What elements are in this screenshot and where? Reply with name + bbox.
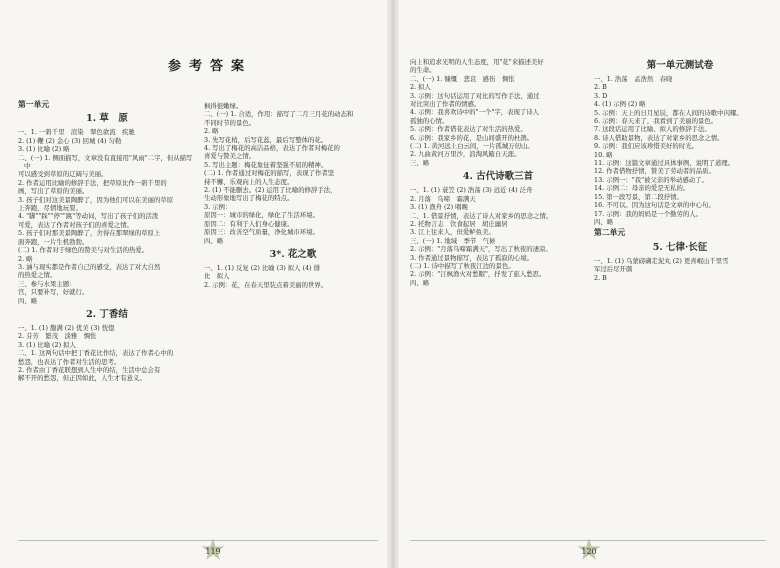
answer-line: 一、1. (1) 蓑笠 (2) 浩荡 (3) 远近 (4) 泛舟	[410, 186, 533, 195]
answer-line: 一、1. (1) 反复 (2) 比喻 (3) 拟人 (4) 排	[204, 263, 321, 272]
answer-line: 面奔跑，一片生机勃勃。	[18, 237, 89, 246]
answer-line: 2. 拟人	[410, 83, 431, 92]
answer-line: 的生命。	[410, 66, 436, 75]
answer-line: 3. 先写花梢，后写花蕊，最后写整体的花。	[204, 135, 328, 144]
column-1	[18, 98, 196, 538]
answer-line: 2. B	[594, 273, 607, 282]
divider-left	[18, 540, 378, 541]
answer-line: 三、略	[410, 158, 430, 167]
answer-line: 3. 示例：这句话运用了对比的写作手法，通过	[410, 91, 540, 100]
answer-line: 2. 托物言志 饮食起居 胡庄幽居	[410, 219, 508, 228]
answer-line: 5. 示例：作者借花表达了对生活的热爱。	[410, 125, 527, 134]
answer-line: 的热爱之情。	[18, 271, 57, 280]
answer-line: 2. 示例："江枫渔火对愁眠"，抒发了旅人愁思。	[410, 270, 546, 279]
section-4-lines	[410, 186, 586, 287]
section-1-lines	[18, 128, 196, 305]
answer-line: 3. 孩子们对这美景陶醉了，因为他们可以在美丽的草原	[18, 195, 174, 204]
answer-line: 2. (1) 鞭 (2) 金心 (3) 回城 (4) 匀勒	[18, 136, 122, 145]
answer-line: 9. 示例：我们应该珍惜美好的时光。	[594, 142, 698, 151]
answer-line: 不同时节的景色。	[204, 118, 256, 127]
section-title-5: 5. 七律·长征	[652, 241, 708, 253]
answer-line: 6. 示例：我家乡的花，是山间盛开的杜鹃。	[410, 133, 534, 142]
answer-line: 13. 示例一："我"被父亲的举动感动了。	[594, 175, 708, 184]
column-2	[204, 102, 382, 538]
answer-line: 原因二：有利于人们身心健康。	[204, 219, 294, 228]
answer-line: 喜爱与赞美之情。	[204, 152, 256, 161]
answer-line: 二、(一) 1. 合适，作用：描写了二月三月花的动态和	[204, 110, 354, 119]
answer-line: 4. (1) 示例 (2) 略	[594, 100, 646, 109]
answer-line: 向上和追求光明的人生态度，用"花"来描述美好	[410, 58, 544, 66]
answer-line: 2. 作者运用比喻的修辞手法，把草原比作一碧千里的	[18, 178, 167, 187]
unit-heading-2: 第二单元	[594, 228, 626, 238]
answer-line: 四、略	[18, 296, 38, 305]
section-3-lines	[204, 264, 382, 289]
answer-line: 上奔跑，尽情地玩耍。	[18, 204, 82, 213]
page-number-right-text: 120	[581, 547, 597, 556]
answer-line: 可以感受到草原的辽阔与美丽。	[18, 170, 108, 179]
column-3	[410, 58, 586, 538]
answer-line: 16. 不可以。因为这句话是文章的中心句。	[594, 201, 715, 210]
answer-line: 一、1. (1) 乌蒙磅礴走泥丸 (2) 更喜岷山千里雪	[594, 256, 729, 265]
answer-line: (二) 1. 作者对于绿色的赞美与对生活的热爱。	[18, 246, 149, 255]
answer-line: 孤独的心情。	[410, 116, 449, 125]
answer-line: 原因一：城市的绿化，绿化了生活环境。	[204, 211, 320, 220]
page-number-left	[196, 542, 230, 562]
section-3-continued	[410, 58, 586, 167]
answer-line: 3. 江上往来人，但爱鲈鱼美。	[410, 228, 495, 237]
section-title-2: 2. 丁香结	[86, 308, 128, 320]
answer-line: 10. 略	[594, 150, 613, 159]
answer-line: 2. 芬芳 繁茂 淡雅 惆怅	[18, 332, 97, 341]
answer-line: 持不懈、乐观向上的人生态度。	[204, 177, 294, 186]
test-title: 第一单元测试卷	[646, 60, 714, 71]
page-number-left-text: 119	[205, 547, 221, 556]
answer-line: 3. (1) 渔舟 (2) 唱晚	[410, 203, 468, 212]
answer-line: 2. 示例：花，在春天里装点着美丽的世界。	[204, 280, 328, 289]
answer-line: 对比突出了作者的情感。	[410, 100, 481, 109]
answer-line: 3. (1) 比喻 (2) 拟人	[18, 340, 76, 349]
answer-line: 一、1. (1) 馥满 (2) 优美 (3) 恍惚	[18, 323, 115, 332]
answer-line: 一、1. 浩荡 孟浩然 春晓	[594, 75, 673, 83]
answer-line: 5. 示例：天上的日月星辰，都在人间的诗歌中闪耀。	[594, 108, 743, 117]
answer-line: 二、(一) 1. 慷慨 悲哀 感伤 惆怅	[410, 74, 515, 83]
answer-line: 宫，只要补写，好就行。	[18, 288, 89, 297]
answer-line: 14. 示例二：母亲的爱是无私的。	[594, 184, 690, 193]
answer-line: 5. 孩子们对那美景陶醉了，舍得在那翠绿的草原上	[18, 229, 161, 238]
answer-line: 生动形象地写出了梅花的特点。	[204, 194, 294, 203]
answer-line: 4. 写出了梅花的高洁品格，表达了作者对梅花的	[204, 144, 340, 153]
section-2-continued	[204, 102, 382, 245]
answer-line: 3. 作者通过景物描写，表达了孤寂的心境。	[410, 253, 534, 262]
answer-line: 8. 诗人借助景物，表达了对家乡的思念之情。	[594, 133, 724, 142]
answer-line: 4. 示例：我喜欢诗中的"一个"字，表现了诗人	[410, 108, 540, 117]
answer-line: 四、略	[410, 278, 430, 287]
answer-line: 3. D	[594, 91, 608, 100]
page-title: 参考答案	[167, 59, 252, 74]
answer-line: 2. 作者由丁香花联想到人生中的结，生活中总会有	[18, 365, 161, 374]
section-title-3: 3*. 花之歌	[269, 248, 317, 260]
answer-line: 一、1. 一碧千里 渲染 翠色欲流 疾驰	[18, 128, 135, 137]
answer-line: 四、略	[594, 217, 614, 226]
answer-line: (二) 1. 诗中描写了秋夜江边的景色。	[410, 261, 515, 270]
answer-line: 6. 示例：春天来了，我看到了美丽的景色。	[594, 117, 718, 126]
answer-line: 比 拟人	[204, 272, 230, 281]
answer-line: 三、参与水果主题：	[18, 279, 76, 288]
section-title-4: 4. 古代诗歌三首	[462, 171, 534, 183]
answer-line: 愁怨，也表达了作者对生活的思考。	[18, 357, 121, 366]
answer-line: 原因三：改善空气质量，净化城市环境。	[204, 228, 320, 237]
answer-line: 军过后尽开颜	[594, 265, 633, 274]
answer-line: (二) 1. 作者通过对梅花的描写，表现了作者坚	[204, 169, 335, 178]
answer-line: 二、1. 这两句话中把丁香花比作结，表达了作者心中的	[18, 349, 174, 358]
answer-line: 12. 作者借物抒情，赞美了劳动者的品质。	[594, 167, 715, 176]
page-number-right	[572, 542, 606, 562]
answer-line: 2. 略	[18, 254, 33, 263]
book-gutter	[387, 0, 399, 568]
answer-line: 三、(一) 1. 地域 季节 气候	[410, 236, 496, 245]
answer-line: 枫得很嫩绿。	[204, 102, 243, 110]
answer-line: 解不开的愁怨，但正因如此，人生才有意义。	[18, 374, 146, 383]
answer-line: 3. 涵与现实都是作者自己的感受，表达了对大自然	[18, 262, 161, 271]
unit-heading: 第一单元	[18, 100, 50, 109]
answer-line: 2. 示例："月落乌啼霜满天"，写出了秋夜的凄凉。	[410, 245, 552, 254]
section-2-lines	[18, 324, 196, 383]
answer-line: 3. 示例：	[204, 202, 232, 211]
answer-line: 画，写出了草原的美丽。	[18, 187, 89, 196]
answer-line: 2. B	[594, 83, 607, 92]
divider-right	[410, 540, 766, 541]
answer-line: 11. 示例：这篇文章通过具体事例，说明了道理。	[594, 159, 735, 168]
section-title-1: 1. 草 原	[86, 113, 128, 125]
answer-line: 四、略	[204, 236, 224, 245]
column-4	[594, 56, 766, 538]
answer-line: 二、(一) 1. 侧面描写，文章没有直接用"风雨"二字，但从描写中	[18, 153, 193, 171]
section-5-lines	[594, 257, 766, 282]
answer-line: 二、1. 借景抒情，表达了诗人对家乡的思念之情。	[410, 211, 553, 220]
answer-line: 可爱，表达了作者对孩子们的喜爱之情。	[18, 220, 134, 229]
answer-line: 2. 略	[204, 127, 219, 136]
answer-line: 3. (1) 比喻 (2) 略	[18, 145, 70, 154]
answer-line: 4. "脚""踩""停""跳"等动词，写出了孩子们的活泼	[18, 212, 159, 221]
answer-line: 2. (1) 不能删去。(2) 运用了比喻的修辞手法，	[204, 186, 337, 195]
answer-line: 5. 写出主题：梅花象征着坚强不屈的精神。	[204, 160, 328, 169]
answer-line: 7. 这段话运用了比喻、拟人的修辞手法。	[594, 125, 711, 134]
answer-line: 17. 示例：我的妈妈是一个勤劳的人。	[594, 209, 703, 218]
answer-line: (二) 1. 黄河远上白云间，一片孤城万仞山。	[410, 142, 534, 151]
answer-line: 15. 第一段写景，第二段抒情。	[594, 192, 683, 201]
answer-line: 2. 九曲黄河万里沙，浪淘风簸自天涯。	[410, 150, 521, 159]
test-lines	[594, 75, 766, 226]
answer-line: 2. 月落 乌啼 霜满天	[410, 194, 476, 203]
